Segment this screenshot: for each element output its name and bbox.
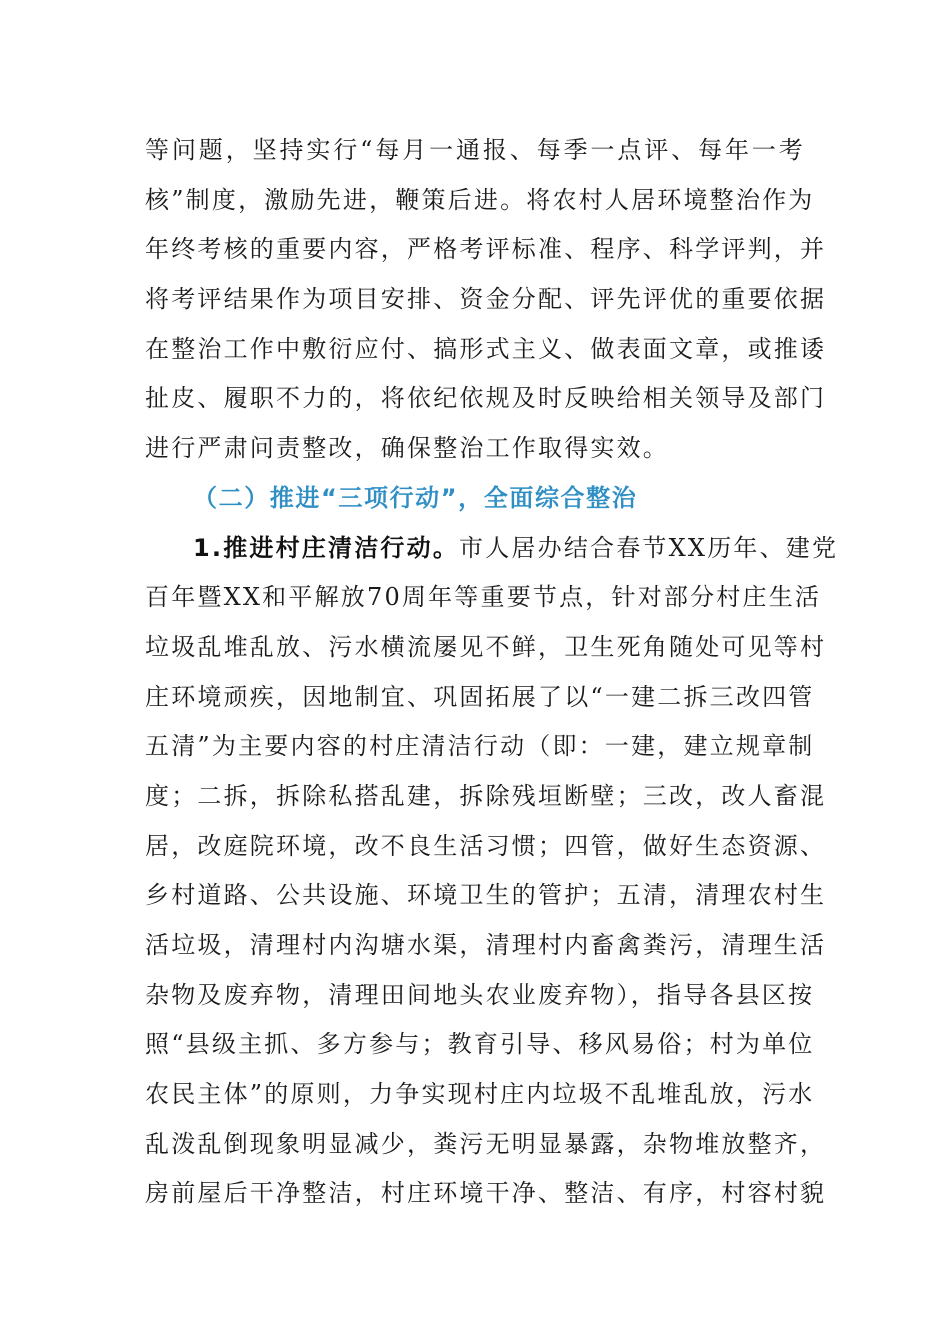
paragraph-line: 照“县级主抓、多方参与；教育引导、移风易俗；村为单位: [145, 1030, 815, 1059]
paragraph-line: 房前屋后干净整洁，村庄环境干净、整洁、有序，村容村貌: [145, 1179, 827, 1208]
paragraph-line: 乱泼乱倒现象明显减少，粪污无明显暴露，杂物堆放整齐，: [145, 1129, 827, 1158]
paragraph-line: 度；二拆，拆除私搭乱建，拆除残垣断壁；三改，改人畜混: [145, 781, 827, 810]
paragraph-line: 进行严肃问责整改，确保整治工作取得实效。: [145, 434, 669, 463]
paragraph-line: 庄环境顽疾，因地制宜、巩固拓展了以“一建二拆三改四管: [145, 682, 815, 711]
document-body: [145, 126, 839, 1219]
paragraph-line: 百年暨XX和平解放70周年等重要节点，针对部分村庄生活: [145, 583, 822, 612]
paragraph-first-line: [145, 524, 839, 574]
paragraph-line: 杂物及废弃物，清理田间地头农业废弃物），指导各县区按: [145, 980, 815, 1009]
paragraph-line: 扯皮、履职不力的，将依纪依规及时反映给相关领导及部门: [145, 384, 827, 413]
paragraph-line: 年终考核的重要内容，严格考评标准、程序、科学评判，并: [145, 235, 827, 264]
paragraph-line: 居，改庭院环境，改不良生活习惯；四管，做好生态资源、: [145, 831, 827, 860]
paragraph-line: 垃圾乱堆乱放、污水横流屡见不鲜，卫生死角随处可见等村: [145, 632, 827, 661]
paragraph-line: 活垃圾，清理村内沟塘水渠，清理村内畜禽粪污，清理生活: [145, 931, 827, 959]
paragraph-line-rest: 市人居办结合春节XX历年、建党: [459, 533, 839, 562]
paragraph-line: 在整治工作中敷衍应付、搞形式主义、做表面文章，或推诿: [145, 334, 827, 363]
paragraph-line: 农民主体”的原则，力争实现村庄内垃圾不乱堆乱放，污水: [145, 1080, 815, 1109]
paragraph-line: 等问题，坚持实行“每月一通报、每季一点评、每年一考: [145, 136, 805, 164]
paragraph-line: 乡村道路、公共设施、环境卫生的管护；五清，清理农村生: [145, 881, 827, 910]
paragraph-line: 核”制度，激励先进，鞭策后进。将农村人居环境整治作为: [145, 185, 815, 214]
paragraph-line: 五清”为主要内容的村庄清洁行动（即：一建，建立规章制: [145, 732, 815, 761]
section-heading: （二）推进“三项行动”，全面综合整治: [193, 483, 638, 512]
paragraph-line: 将考评结果作为项目安排、资金分配、评先评优的重要依据: [145, 285, 827, 314]
subsection-lead: 1.推进村庄清洁行动。: [193, 533, 460, 562]
